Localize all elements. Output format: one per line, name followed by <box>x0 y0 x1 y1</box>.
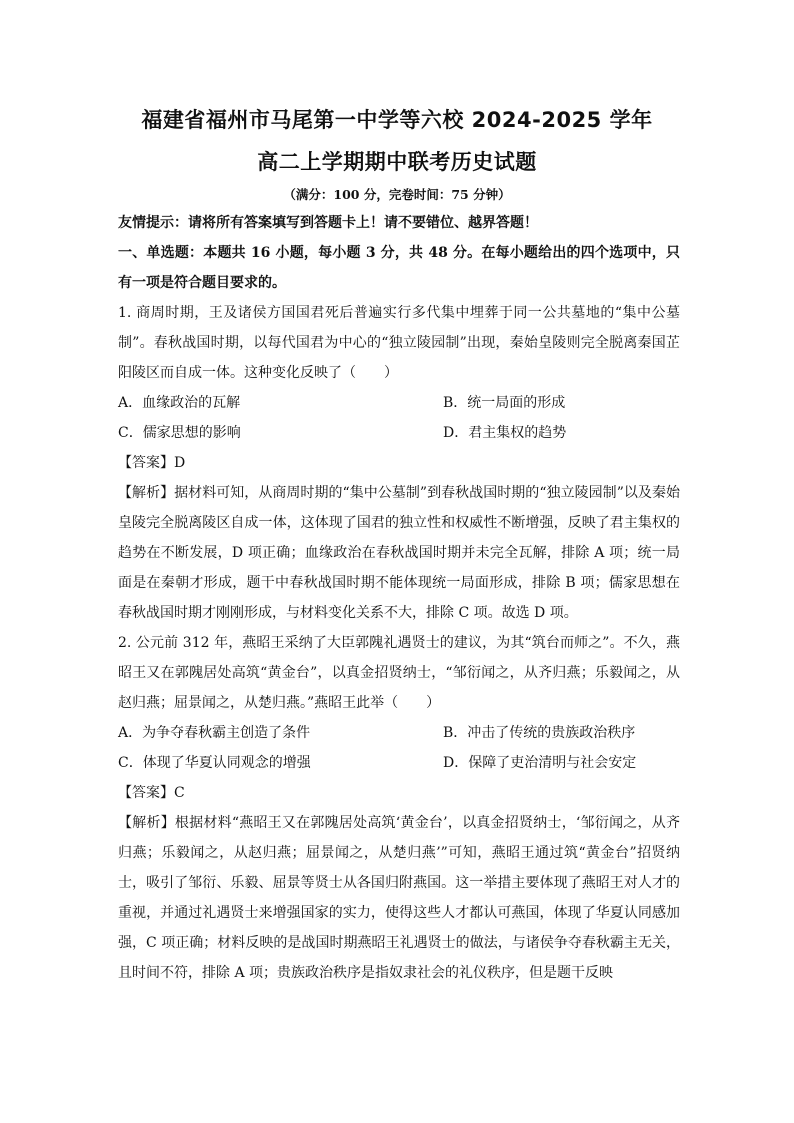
analysis: 【解析】根据材料“燕昭王又在郭隗居处高筑‘黄金台’，以真金招贤纳士，‘邹衍闻之，从齐归燕；乐毅闻之，从赵归燕；屈景闻之，从楚归燕’”可知，燕昭王通过筑“黄金台”招贤纳士，吸引了邹衍、乐毅、屈景等贤士从各国归附燕国。这一举措主要体现了燕昭王对人才的重视，并通过礼遇贤士来增强国家的实力，使得这些人才都认可燕国，体现了华夏认同感加强，C 项正确；材料反映的是战国时期燕昭王礼遇贤士的做法，与诸侯争夺春秋霸主无关，且时间不符，排除 A 项；贵族政治秩序是指奴隶社会的礼仪秩序，但是题干反映 <box>118 815 680 981</box>
question-2 <box>118 628 680 988</box>
option-b: B．冲击了传统的贵族政治秩序 <box>443 725 636 741</box>
title-line-2: 高二上学期期中联考历史试题 <box>257 150 537 174</box>
option-d: D．君主集权的趋势 <box>443 425 567 441</box>
options-row <box>118 718 680 748</box>
title-line-1: 福建省福州市马尾第一中学等六校 2024-2025 学年 <box>141 108 653 132</box>
answer: 【答案】D <box>118 455 186 471</box>
notice: 友情提示：请将所有答案填写到答题卡上！请不要错位、越界答题！ <box>118 215 538 231</box>
document-body <box>118 208 680 988</box>
option-b: B．统一局面的形成 <box>443 395 566 411</box>
options-row <box>118 418 680 448</box>
question-stem: 2. 公元前 312 年，燕昭王采纳了大臣郭隗礼遇贤士的建议，为其“筑台而师之”。不久，燕昭王又在郭隗居处高筑“黄金台”，以真金招贤纳士，“邹衍闻之，从齐归燕；乐毅闻之，从赵归燕；屈景闻之，从楚归燕。”燕昭王此举（ ） <box>118 635 680 711</box>
options-row <box>118 388 680 418</box>
option-a: A．为争夺春秋霸主创造了条件 <box>118 725 311 741</box>
option-c: C．儒家思想的影响 <box>118 425 241 441</box>
options-row <box>118 748 680 778</box>
option-a: A．血缘政治的瓦解 <box>118 395 241 411</box>
analysis: 【解析】据材料可知，从商周时期的“集中公墓制”到春秋战国时期的“独立陵园制”以及秦始皇陵完全脱离陵区自成一体，这体现了国君的独立性和权威性不断增强，反映了君主集权的趋势在不断发展，D 项正确；血缘政治在春秋战国时期并未完全瓦解，排除 A 项；统一局面是在秦朝才形成，题干中春秋战国时期不能体现统一局面形成，排除 B 项；儒家思想在春秋战国时期才刚刚形成，与材料变化关系不大，排除 C 项。故选 D 项。 <box>118 485 680 621</box>
answer: 【答案】C <box>118 785 185 801</box>
option-d: D．保障了吏治清明与社会安定 <box>443 755 637 771</box>
exam-info: （满分：100 分，完卷时间：75 分钟） <box>283 187 511 202</box>
question-1 <box>118 298 680 628</box>
option-c: C．体现了华夏认同观念的增强 <box>118 755 311 771</box>
question-stem: 1. 商周时期，王及诸侯方国国君死后普遍实行多代集中埋葬于同一公共墓地的“集中公墓制”。春秋战国时期，以每代国君为中心的“独立陵园制”出现，秦始皇陵则完全脱离秦国芷阳陵区而自成一体。这种变化反映了（ ） <box>118 305 680 381</box>
section-title: 一、单选题：本题共 16 小题，每小题 3 分，共 48 分。在每小题给出的四个选项中，只有一项是符合题目要求的。 <box>118 245 680 291</box>
